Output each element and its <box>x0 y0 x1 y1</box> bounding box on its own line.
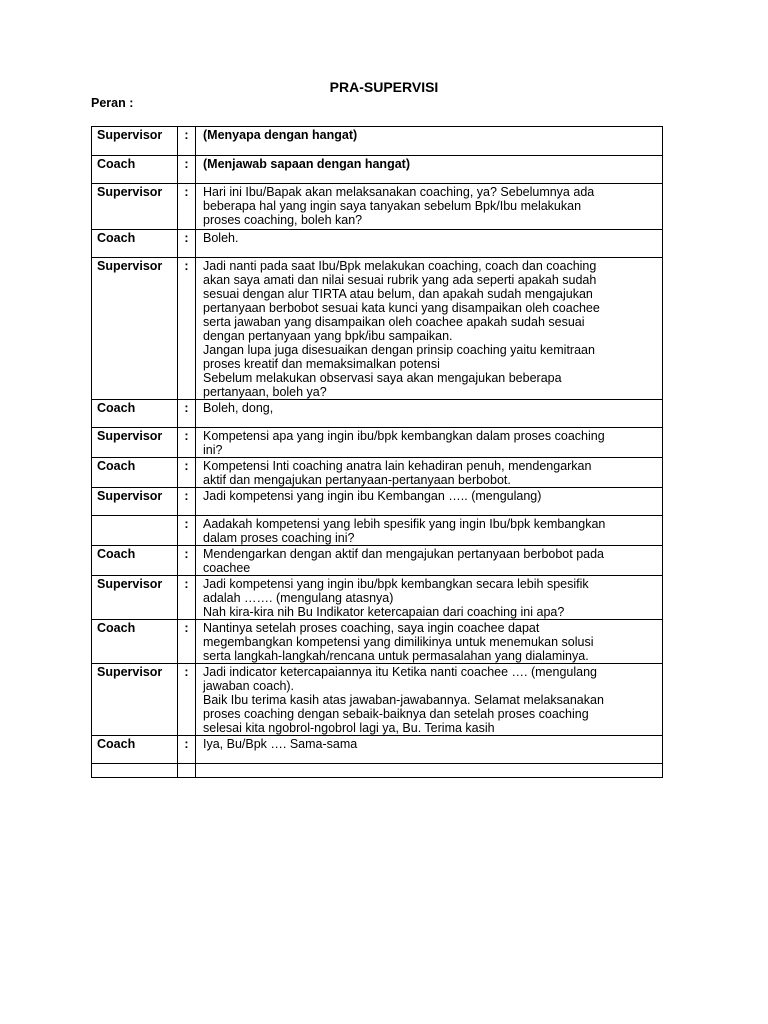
dialog-text-line: Aadakah kompetensi yang lebih spesifik yang ingin Ibu/bpk kembangkan <box>203 517 606 531</box>
dialog-text-line: (Menyapa dengan hangat) <box>203 128 358 142</box>
dialog-text-cell <box>196 488 663 516</box>
dialog-text-cell <box>196 736 663 764</box>
dialog-row <box>92 516 663 546</box>
dialog-text-line: pertanyaan, boleh ya? <box>203 385 327 399</box>
dialog-row <box>92 428 663 458</box>
dialog-text-cell <box>196 184 663 230</box>
dialog-text-line: coachee <box>203 561 251 575</box>
dialog-text-line: Nantinya setelah proses coaching, saya ingin coachee dapat <box>203 621 540 635</box>
colon-separator-cell: : <box>178 400 196 428</box>
colon-separator-cell: : <box>178 620 196 664</box>
speaker-role-cell: Supervisor <box>92 258 178 400</box>
speaker-role-cell: Coach <box>92 230 178 258</box>
colon-separator-cell: : <box>178 516 196 546</box>
speaker-role-cell: Coach <box>92 156 178 184</box>
dialog-text-line: Mendengarkan dengan aktif dan mengajukan pertanyaan berbobot pada <box>203 547 605 561</box>
dialog-text-line: Kompetensi apa yang ingin ibu/bpk kembangkan dalam proses coaching <box>203 429 605 443</box>
speaker-role-cell: Supervisor <box>92 428 178 458</box>
colon-separator-cell: : <box>178 458 196 488</box>
speaker-role-cell: Coach <box>92 400 178 428</box>
speaker-role-cell: Coach <box>92 736 178 764</box>
dialog-text-line: serta jawaban yang disampaikan oleh coachee apakah sudah sesuai <box>203 315 585 329</box>
speaker-role-cell <box>92 516 178 546</box>
dialog-text-line: pertanyaan berbobot sesuai kata kunci yang disampaikan oleh coachee <box>203 301 600 315</box>
dialog-text-cell <box>196 428 663 458</box>
dialog-row <box>92 258 663 400</box>
dialog-text-line: proses coaching, boleh kan? <box>203 213 363 227</box>
dialog-text-cell <box>196 258 663 400</box>
colon-separator-cell: : <box>178 664 196 736</box>
dialog-text-line: Jadi kompetensi yang ingin ibu Kembangan ….. (mengulang) <box>203 489 542 503</box>
colon-separator-cell: : <box>178 546 196 576</box>
peran-label: Peran : <box>91 96 134 110</box>
speaker-role-cell: Coach <box>92 620 178 664</box>
dialog-text-cell <box>196 576 663 620</box>
dialog-text-line: jawaban coach). <box>203 679 295 693</box>
dialog-text-line: proses kreatif dan memaksimalkan potensi <box>203 357 440 371</box>
colon-separator-cell <box>178 764 196 778</box>
dialog-text-line: proses coaching dengan sebaik-baiknya dan setelah proses coaching <box>203 707 589 721</box>
dialog-text-line: Baik Ibu terima kasih atas jawaban-jawabannya. Selamat melaksanakan <box>203 693 604 707</box>
colon-separator-cell: : <box>178 736 196 764</box>
speaker-role-cell: Coach <box>92 546 178 576</box>
dialog-text-line: Jangan lupa juga disesuaikan dengan prinsip coaching yaitu kemitraan <box>203 343 595 357</box>
speaker-role-cell: Supervisor <box>92 488 178 516</box>
dialog-row <box>92 664 663 736</box>
dialog-table-body <box>92 127 663 778</box>
dialog-text-line: adalah ……. (mengulang atasnya) <box>203 591 394 605</box>
dialog-text-line: Boleh, dong, <box>203 401 274 415</box>
dialog-text-line: Jadi kompetensi yang ingin ibu/bpk kembangkan secara lebih spesifik <box>203 577 589 591</box>
dialog-row <box>92 764 663 778</box>
speaker-role-cell: Supervisor <box>92 664 178 736</box>
colon-separator-cell: : <box>178 488 196 516</box>
dialog-table <box>91 126 663 778</box>
dialog-text-line: Nah kira-kira nih Bu Indikator ketercapaian dari coaching ini apa? <box>203 605 565 619</box>
dialog-row <box>92 184 663 230</box>
speaker-role-cell: Supervisor <box>92 127 178 156</box>
dialog-text-cell <box>196 156 663 184</box>
dialog-row <box>92 546 663 576</box>
dialog-text-line: dalam proses coaching ini? <box>203 531 355 545</box>
dialog-text-line: serta langkah-langkah/rencana untuk permasalahan yang dialaminya. <box>203 649 589 663</box>
colon-separator-cell: : <box>178 230 196 258</box>
dialog-text-line: selesai kita ngobrol-ngobrol lagi ya, Bu. Terima kasih <box>203 721 495 735</box>
dialog-text-cell <box>196 546 663 576</box>
dialog-text-cell <box>196 230 663 258</box>
dialog-text-line: Hari ini Ibu/Bapak akan melaksanakan coaching, ya? Sebelumnya ada <box>203 185 595 199</box>
dialog-text-cell <box>196 664 663 736</box>
dialog-text-line: Boleh. <box>203 231 239 245</box>
colon-separator-cell: : <box>178 184 196 230</box>
dialog-text-line: megembangkan kompetensi yang dimilikinya untuk menemukan solusi <box>203 635 594 649</box>
dialog-text-line: sesuai dengan alur TIRTA atau belum, dan apakah sudah mengajukan <box>203 287 593 301</box>
dialog-text-cell <box>196 400 663 428</box>
speaker-role-cell: Supervisor <box>92 184 178 230</box>
document-title: PRA-SUPERVISI <box>329 79 439 95</box>
dialog-text-cell <box>196 458 663 488</box>
dialog-text-line: Jadi indicator ketercapaiannya itu Ketika nanti coachee …. (mengulang <box>203 665 597 679</box>
colon-separator-cell: : <box>178 576 196 620</box>
dialog-text-cell <box>196 764 663 778</box>
dialog-text-cell <box>196 620 663 664</box>
dialog-row <box>92 576 663 620</box>
dialog-row <box>92 620 663 664</box>
dialog-text-line: (Menjawab sapaan dengan hangat) <box>203 157 410 171</box>
dialog-text-line: Iya, Bu/Bpk …. Sama-sama <box>203 737 358 751</box>
dialog-row <box>92 230 663 258</box>
dialog-text-cell <box>196 516 663 546</box>
dialog-text-line: aktif dan mengajukan pertanyaan-pertanyaan berbobot. <box>203 473 511 487</box>
dialog-text-line: ini? <box>203 443 223 457</box>
dialog-row <box>92 127 663 156</box>
dialog-text-line: dengan pertanyaan yang bpk/ibu sampaikan. <box>203 329 453 343</box>
colon-separator-cell: : <box>178 258 196 400</box>
dialog-text-line: Kompetensi Inti coaching anatra lain kehadiran penuh, mendengarkan <box>203 459 592 473</box>
colon-separator-cell: : <box>178 156 196 184</box>
dialog-text-line: Sebelum melakukan observasi saya akan mengajukan beberapa <box>203 371 562 385</box>
colon-separator-cell: : <box>178 127 196 156</box>
dialog-text-line: akan saya amati dan nilai sesuai rubrik yang ada seperti apakah sudah <box>203 273 597 287</box>
speaker-role-cell <box>92 764 178 778</box>
dialog-row <box>92 458 663 488</box>
speaker-role-cell: Supervisor <box>92 576 178 620</box>
dialog-row <box>92 156 663 184</box>
dialog-text-cell <box>196 127 663 156</box>
dialog-row <box>92 736 663 764</box>
dialog-text-line: Jadi nanti pada saat Ibu/Bpk melakukan coaching, coach dan coaching <box>203 259 597 273</box>
dialog-row <box>92 488 663 516</box>
speaker-role-cell: Coach <box>92 458 178 488</box>
dialog-row <box>92 400 663 428</box>
colon-separator-cell: : <box>178 428 196 458</box>
dialog-text-line: beberapa hal yang ingin saya tanyakan sebelum Bpk/Ibu melakukan <box>203 199 582 213</box>
